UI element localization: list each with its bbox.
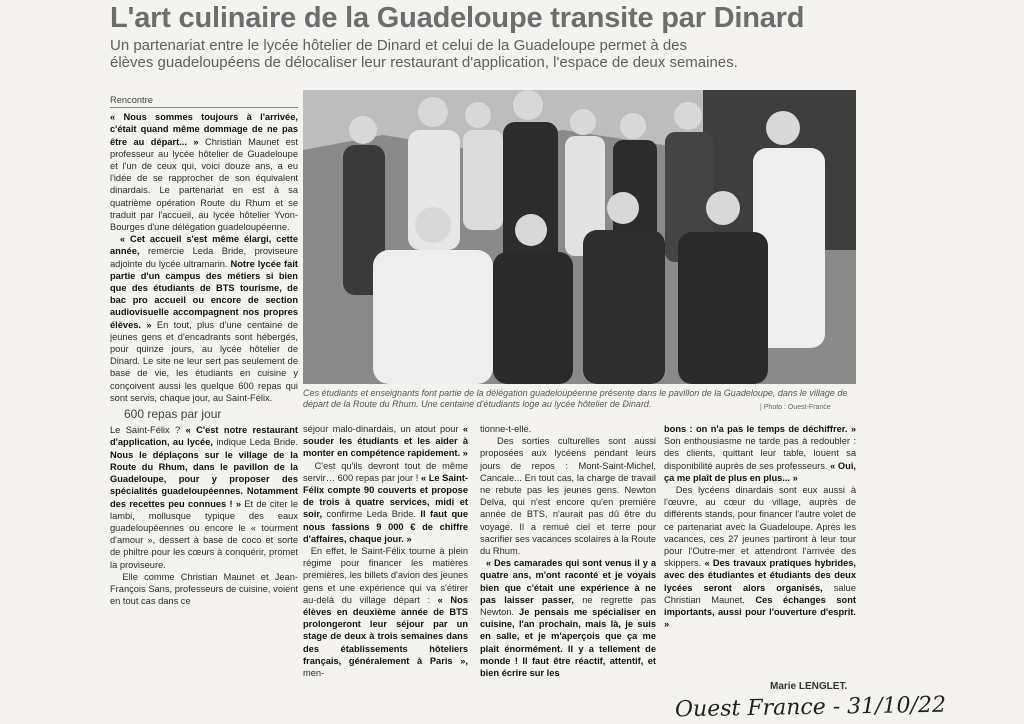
text: Elle comme Christian Maunet et Jean-François Sans, professeurs de cuisine, voient en tout cas dans ce [110, 571, 298, 607]
paragraph [110, 571, 298, 608]
paragraph [303, 545, 468, 679]
quote: « souder les étudiants et les aider à monter en compétence rapidement. » [303, 424, 468, 459]
text: indique Leda Bride. [212, 437, 298, 448]
text: Des lycéens dinardais sont eux aussi à l'œuvre, au cœur du village, auprès de différents stands, pour financer l'autre volet de ce partenariat avec la Guadeloupe. Après les vacances, ces 27 jeunes partiront à leur tour pour l'Outre-mer et attendront l'arrivée des skippers. [664, 485, 856, 569]
photo-credit: | Photo : Ouest-France [760, 404, 831, 411]
quote: bons : on n'a pas le temps de déchiffrer. » [664, 424, 856, 434]
text: Son enthousiasme ne tarde pas à redoubler : des clients, quittant leur table, louent sa disponibilité auprès de ses professeurs. [664, 436, 856, 471]
article-column-2 [303, 423, 468, 703]
text: salue Christian Maunet. [664, 582, 856, 605]
headline: L'art culinaire de la Guadeloupe transite par Dinard [110, 2, 805, 34]
group-photo [303, 90, 856, 384]
byline: Marie LENGLET. [770, 681, 848, 692]
text: tionne-t-elle. [480, 424, 532, 434]
article-column-4 [664, 423, 856, 703]
photo-caption: Ces étudiants et enseignants font partie de la délégation guadeloupéenne présente dans le pavillon de la Guadeloupe, dans le village de départ de la Route du Rhum. Une centaine d'étudiants loge au lycée hôtelier de Dinard. [303, 388, 848, 409]
article-column-3 [480, 423, 656, 703]
quote: Je pensais me spécialiser en cuisine, l'an prochain, mais là, je suis en salle, et je m'aperçois que ça me plaît énormément. Il y a tellement de monde ! Il faut être réactif, attentif, et bien écrire sur les [480, 607, 656, 679]
handwritten-source: Ouest France - 31/10/22 [674, 692, 947, 723]
article-column-1 [110, 94, 298, 694]
subheading: 600 repas par jour [124, 407, 222, 422]
quote: « Oui, ça me plaît de plus en plus... » [664, 460, 856, 483]
quote: « Cet accueil s'est même élargi, cette année, [110, 234, 298, 257]
paragraph [664, 423, 856, 484]
quote: Notre lycée fait partie d'un campus des métiers si bien que des étudiants de BTS tourisme, de bac pro accueil ou encore de section audiovisuelle accompagnent nos propres élèves. » [110, 258, 298, 330]
text: séjour malo-dinardais, un atout pour [303, 424, 463, 434]
text: Le Saint-Félix ? [110, 425, 186, 436]
group-photo-illustration [303, 90, 856, 384]
text: confirme Leda Bride. [322, 509, 421, 520]
kicker-label: Rencontre [110, 94, 298, 108]
paragraph [480, 423, 656, 435]
text: C'est qu'ils devront tout de même servir… 600 repas par jour ! [303, 460, 468, 483]
quote: « C'est notre restaurant d'application, au lycée, [110, 425, 298, 448]
text: En effet, le Saint-Félix tourne à plein régime pour financer les matières premières, les billets d'avion des jeunes gens et une expérience qui va s'étirer au-delà du village départ : [303, 546, 468, 605]
paragraph [110, 424, 298, 570]
standfirst [110, 37, 770, 71]
quote: « Nous sommes toujours à l'arrivée, c'était quand même dommage de ne pas être au départ... » [110, 112, 298, 147]
quote: « Le Saint-Félix compte 90 couverts et propose de trois à quatre services, midi et soir, [303, 472, 468, 520]
text: Des sorties culturelles sont aussi proposées aux lycéens pendant leurs jours de repos : Mont-Saint-Michel, Cancale... En tout cas, la charge de travail ne rebute pas les jeunes gens. Newton Delva, qui n'est encore qu'en première année de BTS, n'aurait pas dû être du voyage. Il a remué ciel et terre pour sacrifier ses vacances scolaires à la Route du Rhum. [480, 436, 656, 557]
text: Christian Maunet est professeur au lycée hôtelier de Guadeloupe et l'un de ceux qui, voici douze ans, a eu l'idée de se rapprocher de son équivalent dinardais. Le partenariat en est à sa quatrième opération Route du Rhum et se traduit par l'accueil, au lycée hôtelier Yvon-Bourges d'une délégation guadeloupéenne. [110, 136, 298, 233]
paragraph [110, 111, 298, 233]
text: Et de citer le lambi, mollusque typique des eaux guadeloupéennes ou encore le « tourment d'amour », dessert à base de coco et sorte de philtre pour les cœurs à conquérir, promet la proviseure. [110, 498, 298, 570]
paragraph [303, 423, 468, 460]
text: En tout, plus d'une centaine de jeunes gens et d'encadrants sont hébergés, pour quinze jours, au lycée hôtelier de Dinard. Le site ne leur sert pas seulement de base de vie, les étudiants en cuisine y conçoivent aussi les quelque 600 repas qui sont servis, chaque jour, au Saint-Félix. [110, 319, 298, 403]
standfirst-line-1: Un partenariat entre le lycée hôtelier de Dinard et celui de la Guadeloupe permet à des [110, 37, 688, 54]
text: men- [303, 668, 325, 679]
text: ne regrette pas Newton. [480, 594, 656, 618]
paragraph [480, 435, 656, 557]
text: remercie Leda Bride, proviseure adjointe du lycée ultramarin. [110, 246, 298, 269]
quote: Il faut que nous fassions 9 000 € de chiffre d'affaires, chaque jour. » [303, 509, 468, 544]
paragraph [303, 460, 468, 545]
quote: « Des travaux pratiques hybrides, avec des étudiantes et étudiants des deux lycées seront alors organisés, [664, 558, 856, 593]
quote: « Des camarades qui sont venus il y a quatre ans, m'ont raconté et je voyais bien que c'était une expérience à ne pas laisser passer, [480, 558, 656, 605]
paragraph [110, 233, 298, 404]
quote: Nous le déplaçons sur le village de la Route du Rhum, dans le pavillon de la Guadeloupe, pour y proposer des spécialités guadeloupéennes. Notamment des recettes peu connues ! » [110, 449, 298, 509]
quote: « Nos élèves en deuxième année de BTS prolongeront leur séjour par un stage de deux à trois semaines dans des établissements hôteliers français, généralement à Paris », [303, 594, 468, 666]
paragraph [664, 484, 856, 630]
paragraph [480, 557, 656, 679]
standfirst-line-2: élèves guadeloupéens de délocaliser leur restaurant d'application, l'espace de deux semaines. [110, 54, 738, 71]
quote: Ces échanges sont importants, aussi pour l'ouverture d'esprit. » [664, 594, 856, 630]
